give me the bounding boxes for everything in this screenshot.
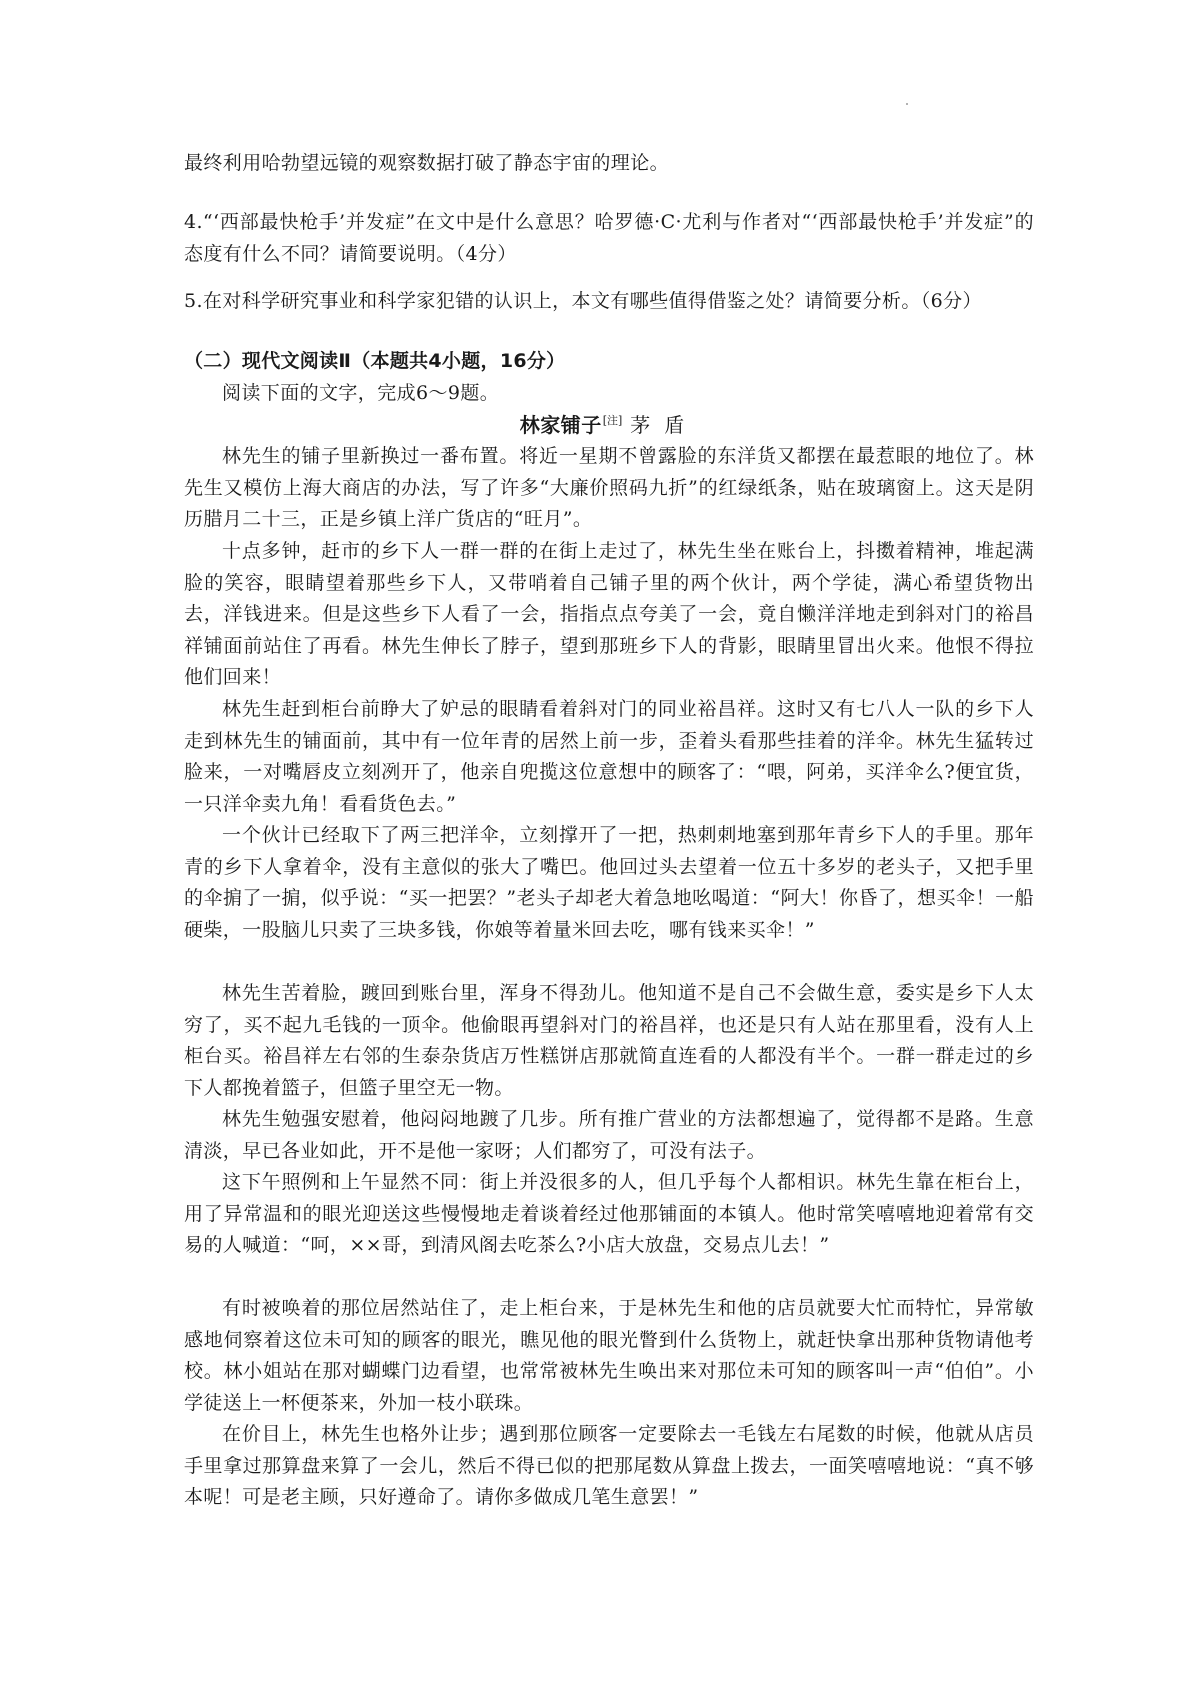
- question-5: 5.在对科学研究事业和科学家犯错的认识上，本文有哪些值得借鉴之处？请简要分析。（6分）: [184, 290, 982, 312]
- reading-instruction: 阅读下面的文字，完成6～9题。: [222, 382, 500, 404]
- question-4: 4.“‘西部最快枪手’并发症”在文中是什么意思？哈罗德·C·尤利与作者对“‘西部最快枪手’并发症”的态度有什么不同？请简要说明。（4分）: [184, 211, 1034, 265]
- scan-speck: [906, 103, 908, 105]
- article-author: 茅盾: [630, 413, 699, 437]
- paragraph-1: 林先生的铺子里新换过一番布置。将近一星期不曾露脸的东洋货又都摆在最惹眼的地位了。林先生又模仿上海大商店的办法，写了许多“大廉价照码九折”的红绿纸条，贴在玻璃窗上。这天是阴历腊月二十三，正是乡镇上洋广货店的“旺月”。: [184, 445, 1034, 530]
- footnote-mark: [注]: [602, 414, 623, 428]
- article-title: 林家铺子: [519, 413, 602, 437]
- paragraph-9: 在价目上，林先生也格外让步；遇到那位顾客一定要除去一毛钱左右尾数的时候，他就从店员手里拿过那算盘来算了一会儿，然后不得已似的把那尾数从算盘上拨去，一面笑嘻嘻地说：“真不够本呢！可是老主顾，只好遵命了。请你多做成几笔生意罢！”: [184, 1423, 1034, 1508]
- paragraph-8: 有时被唤着的那位居然站住了，走上柜台来，于是林先生和他的店员就要大忙而特忙，异常敏感地伺察着这位未可知的顾客的眼光，瞧见他的眼光瞥到什么货物上，就赶快拿出那种货物请他考校。林小姐站在那对蝴蝶门边看望，也常常被林先生唤出来对那位未可知的顾客叫一声“伯伯”。小学徒送上一杯便茶来，外加一枝小联珠。: [184, 1297, 1034, 1414]
- paragraph-6: 林先生勉强安慰着，他闷闷地踱了几步。所有推广营业的方法都想遍了，觉得都不是路。生意清淡，早已各业如此，开不是他一家呀；人们都穷了，可没有法子。: [184, 1108, 1034, 1162]
- paragraph-2: 十点多钟，赶市的乡下人一群一群的在街上走过了，林先生坐在账台上，抖擞着精神，堆起满脸的笑容，眼睛望着那些乡下人，又带哨着自己铺子里的两个伙计，两个学徒，满心希望货物出去，洋钱进来。但是这些乡下人看了一会，指指点点夸美了一会，竟自懒洋洋地走到斜对门的裕昌祥铺面前站住了再看。林先生伸长了脖子，望到那班乡下人的背影，眼睛里冒出火来。他恨不得拉他们回来！: [184, 540, 1034, 688]
- previous-passage-last-line: 最终利用哈勃望远镜的观察数据打破了静态宇宙的理论。: [184, 152, 670, 174]
- paragraph-4: 一个伙计已经取下了两三把洋伞，立刻撑开了一把，热刺刺地塞到那年青乡下人的手里。那年青的乡下人拿着伞，没有主意似的张大了嘴巴。他回过头去望着一位五十多岁的老头子，又把手里的伞掮了一掮，似乎说：“买一把罢？”老头子却老大着急地吆喝道：“阿大！你昏了，想买伞！一船硬柴，一股脑儿只卖了三块多钱，你娘等着量米回去吃，哪有钱来买伞！”: [184, 824, 1034, 941]
- paragraph-5: 林先生苦着脸，踱回到账台里，浑身不得劲儿。他知道不是自己不会做生意，委实是乡下人太穷了，买不起九毛钱的一顶伞。他偷眼再望斜对门的裕昌祥，也还是只有人站在那里看，没有人上柜台买。裕昌祥左右邻的生泰杂货店万性糕饼店那就简直连看的人都没有半个。一群一群走过的乡下人都挽着篮子，但篮子里空无一物。: [184, 982, 1034, 1099]
- article-title-row: [184, 410, 1034, 440]
- paragraph-7: 这下午照例和上午显然不同：街上并没很多的人，但几乎每个人都相识。林先生靠在柜台上，用了异常温和的眼光迎送这些慢慢地走着谈着经过他那铺面的本镇人。他时常笑嘻嘻地迎着常有交易的人喊道：“呵，××哥，到清风阁去吃茶么?小店大放盘，交易点儿去！”: [184, 1171, 1034, 1256]
- section-heading: （二）现代文阅读Ⅱ（本题共4小题，16分）: [184, 350, 566, 372]
- paragraph-3: 林先生赶到柜台前睁大了妒忌的眼睛看着斜对门的同业裕昌祥。这时又有七八人一队的乡下人走到林先生的铺面前，其中有一位年青的居然上前一步，歪着头看那些挂着的洋伞。林先生猛转过脸来，一对嘴唇皮立刻冽开了，他亲自兜揽这位意想中的顾客了：“喂，阿弟，买洋伞么?便宜货，一只洋伞卖九角！看看货色去。”: [184, 698, 1034, 815]
